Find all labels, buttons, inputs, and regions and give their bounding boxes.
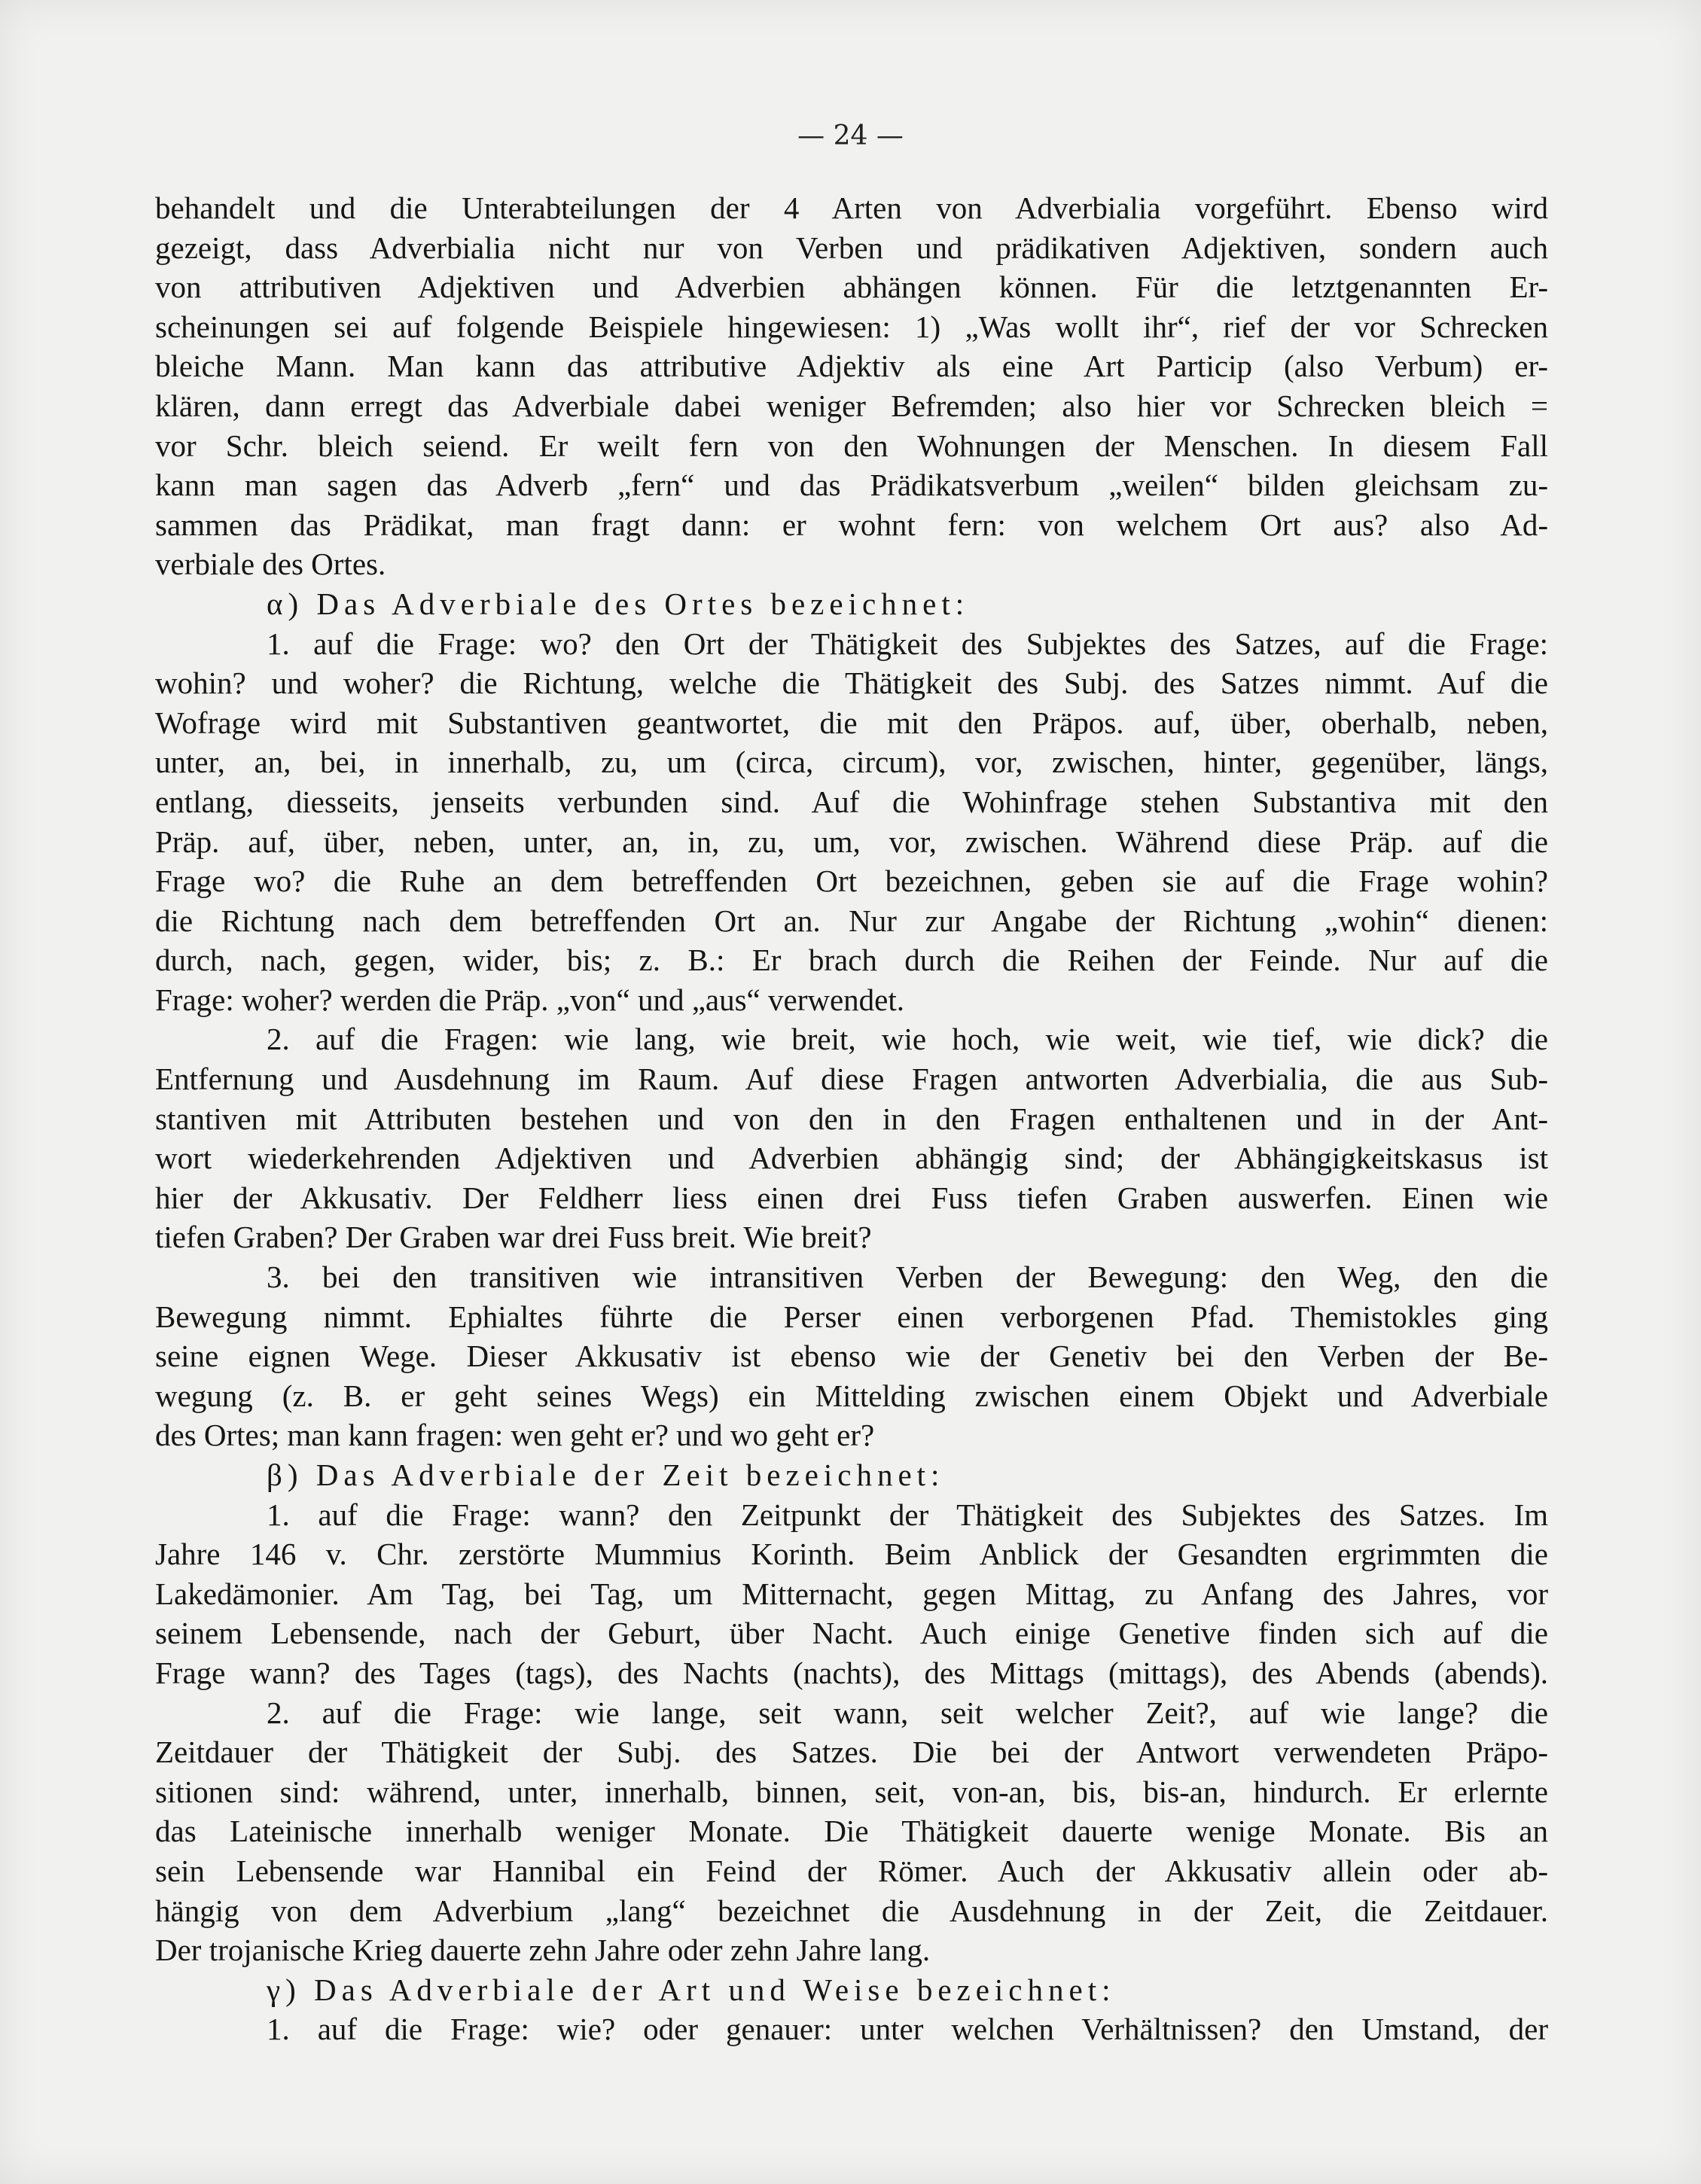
text-line: die Richtung nach dem betreffenden Ort an. Nur zur Angabe der Richtung „wohin“ dienen: (155, 903, 1548, 938)
text-line: unter, an, bei, in innerhalb, zu, um (circa, circum), vor, zwischen, hinter, gegenüber, längs, (155, 745, 1548, 780)
text-line: Frage wo? die Ruhe an dem betreffenden Ort bezeichnen, geben sie auf die Frage wohin? (155, 864, 1548, 899)
text-line: seine eignen Wege. Dieser Akkusativ ist ebenso wie der Genetiv bei den Verben der Be- (155, 1339, 1548, 1374)
text-line: Bewegung nimmt. Ephialtes führte die Perser einen verborgenen Pfad. Themistokles ging (155, 1299, 1548, 1334)
text-line: gezeigt, dass Adverbialia nicht nur von Verben und prädikativen Adjektiven, sondern auch (155, 230, 1548, 265)
text-line: wegung (z. B. er geht seines Wegs) ein Mittelding zwischen einem Objekt und Adverbiale (155, 1378, 1548, 1413)
text-line: seinem Lebensende, nach der Geburt, über Nacht. Auch einige Genetive finden sich auf die (155, 1616, 1548, 1651)
text-line: des Ortes; man kann fragen: wen geht er? und wo geht er? (155, 1418, 875, 1453)
text-line: Wofrage wird mit Substantiven geantwortet, die mit den Präpos. auf, über, oberhalb, neben, (155, 705, 1548, 740)
text-line: Jahre 146 v. Chr. zerstörte Mummius Korinth. Beim Anblick der Gesandten ergrimmten die (155, 1537, 1548, 1572)
text-line: klären, dann erregt das Adverbiale dabei weniger Befremden; also hier vor Schrecken bleich = (155, 388, 1548, 423)
text-line: 1. auf die Frage: wo? den Ort der Thätigkeit des Subjektes des Satzes, auf die Frage: (267, 626, 1548, 661)
section-heading-beta: β) Das Adverbiale der Zeit bezeichnet: (267, 1458, 945, 1492)
text-line: das Lateinische innerhalb weniger Monate. Die Thätigkeit dauerte wenige Monate. Bis an (155, 1814, 1548, 1849)
text-line: hier der Akkusativ. Der Feldherr liess einen drei Fuss tiefen Graben auswerfen. Einen wie (155, 1180, 1548, 1215)
text-line: Zeitdauer der Thätigkeit der Subj. des Satzes. Die bei der Antwort verwendeten Präpo- (155, 1735, 1548, 1770)
text-line: sitionen sind: während, unter, innerhalb, binnen, seit, von-an, bis, bis-an, hindurch. Er erlernte (155, 1774, 1548, 1809)
text-line: tiefen Graben? Der Graben war drei Fuss breit. Wie breit? (155, 1220, 872, 1255)
text-line: Präp. auf, über, neben, unter, an, in, zu, um, vor, zwischen. Während diese Präp. auf die (155, 824, 1548, 859)
text-line: wohin? und woher? die Richtung, welche die Thätigkeit des Subj. des Satzes nimmt. Auf die (155, 666, 1548, 701)
text-line: kann man sagen das Adverb „fern“ und das Prädikatsverbum „weilen“ bilden gleichsam zu- (155, 468, 1548, 503)
text-line: Entfernung und Ausdehnung im Raum. Auf diese Fragen antworten Adverbialia, die aus Sub- (155, 1062, 1548, 1097)
text-line: hängig von dem Adverbium „lang“ bezeichnet die Ausdehnung in der Zeit, die Zeitdauer. (155, 1893, 1548, 1928)
text-line: behandelt und die Unterabteilungen der 4 Arten von Adverbialia vorgeführt. Ebenso wird (155, 190, 1548, 225)
text-line: 1. auf die Frage: wann? den Zeitpunkt der Thätigkeit des Subjektes des Satzes. Im (267, 1497, 1548, 1532)
section-heading-gamma: γ) Das Adverbiale der Art und Weise bezeichnet: (267, 1972, 1116, 2007)
text-line: vor Schr. bleich seiend. Er weilt fern von den Wohnungen der Menschen. In diesem Fall (155, 428, 1548, 463)
text-line: durch, nach, gegen, wider, bis; z. B.: Er brach durch die Reihen der Feinde. Nur auf die (155, 943, 1548, 978)
text-line: bleiche Mann. Man kann das attributive Adjektiv als eine Art Particip (also Verbum) er- (155, 349, 1548, 384)
page-number: — 24 — (797, 120, 904, 151)
text-line: 3. bei den transitiven wie intransitiven Verben der Bewegung: den Weg, den die (267, 1260, 1548, 1295)
text-line: von attributiven Adjektiven und Adverbien abhängen können. Für die letztgenannten Er- (155, 270, 1548, 305)
text-line: Frage: woher? werden die Präp. „von“ und „aus“ verwendet. (155, 982, 904, 1017)
text-line: 2. auf die Fragen: wie lang, wie breit, wie hoch, wie weit, wie tief, wie dick? die (267, 1022, 1548, 1057)
text-line: Lakedämonier. Am Tag, bei Tag, um Mitternacht, gegen Mittag, zu Anfang des Jahres, vor (155, 1576, 1548, 1611)
text-line: entlang, diesseits, jenseits verbunden sind. Auf die Wohinfrage stehen Substantiva mit den (155, 784, 1548, 819)
text-line: 2. auf die Frage: wie lange, seit wann, seit welcher Zeit?, auf wie lange? die (267, 1695, 1548, 1730)
text-line: sammen das Prädikat, man fragt dann: er wohnt fern: von welchem Ort aus? also Ad- (155, 507, 1548, 542)
text-line: Der trojanische Krieg dauerte zehn Jahre oder zehn Jahre lang. (155, 1933, 931, 1968)
text-line: verbiale des Ortes. (155, 547, 386, 582)
text-line: 1. auf die Frage: wie? oder genauer: unter welchen Verhältnissen? den Umstand, der (267, 2012, 1548, 2047)
section-heading-alpha: α) Das Adverbiale des Ortes bezeichnet: (267, 586, 970, 621)
text-line: stantiven mit Attributen bestehen und von den in den Fragen enthaltenen und in der Ant- (155, 1101, 1548, 1136)
body-text (155, 188, 1548, 2049)
text-line: Frage wann? des Tages (tags), des Nachts (nachts), des Mittags (mittags), des Abends (abends). (155, 1655, 1548, 1690)
text-line: scheinungen sei auf folgende Beispiele hingewiesen: 1) „Was wollt ihr“, rief der vor Schrecken (155, 309, 1548, 344)
text-line: wort wiederkehrenden Adjektiven und Adverbien abhängig sind; der Abhängigkeitskasus ist (155, 1141, 1548, 1176)
text-line: sein Lebensende war Hannibal ein Feind der Römer. Auch der Akkusativ allein oder ab- (155, 1853, 1548, 1888)
